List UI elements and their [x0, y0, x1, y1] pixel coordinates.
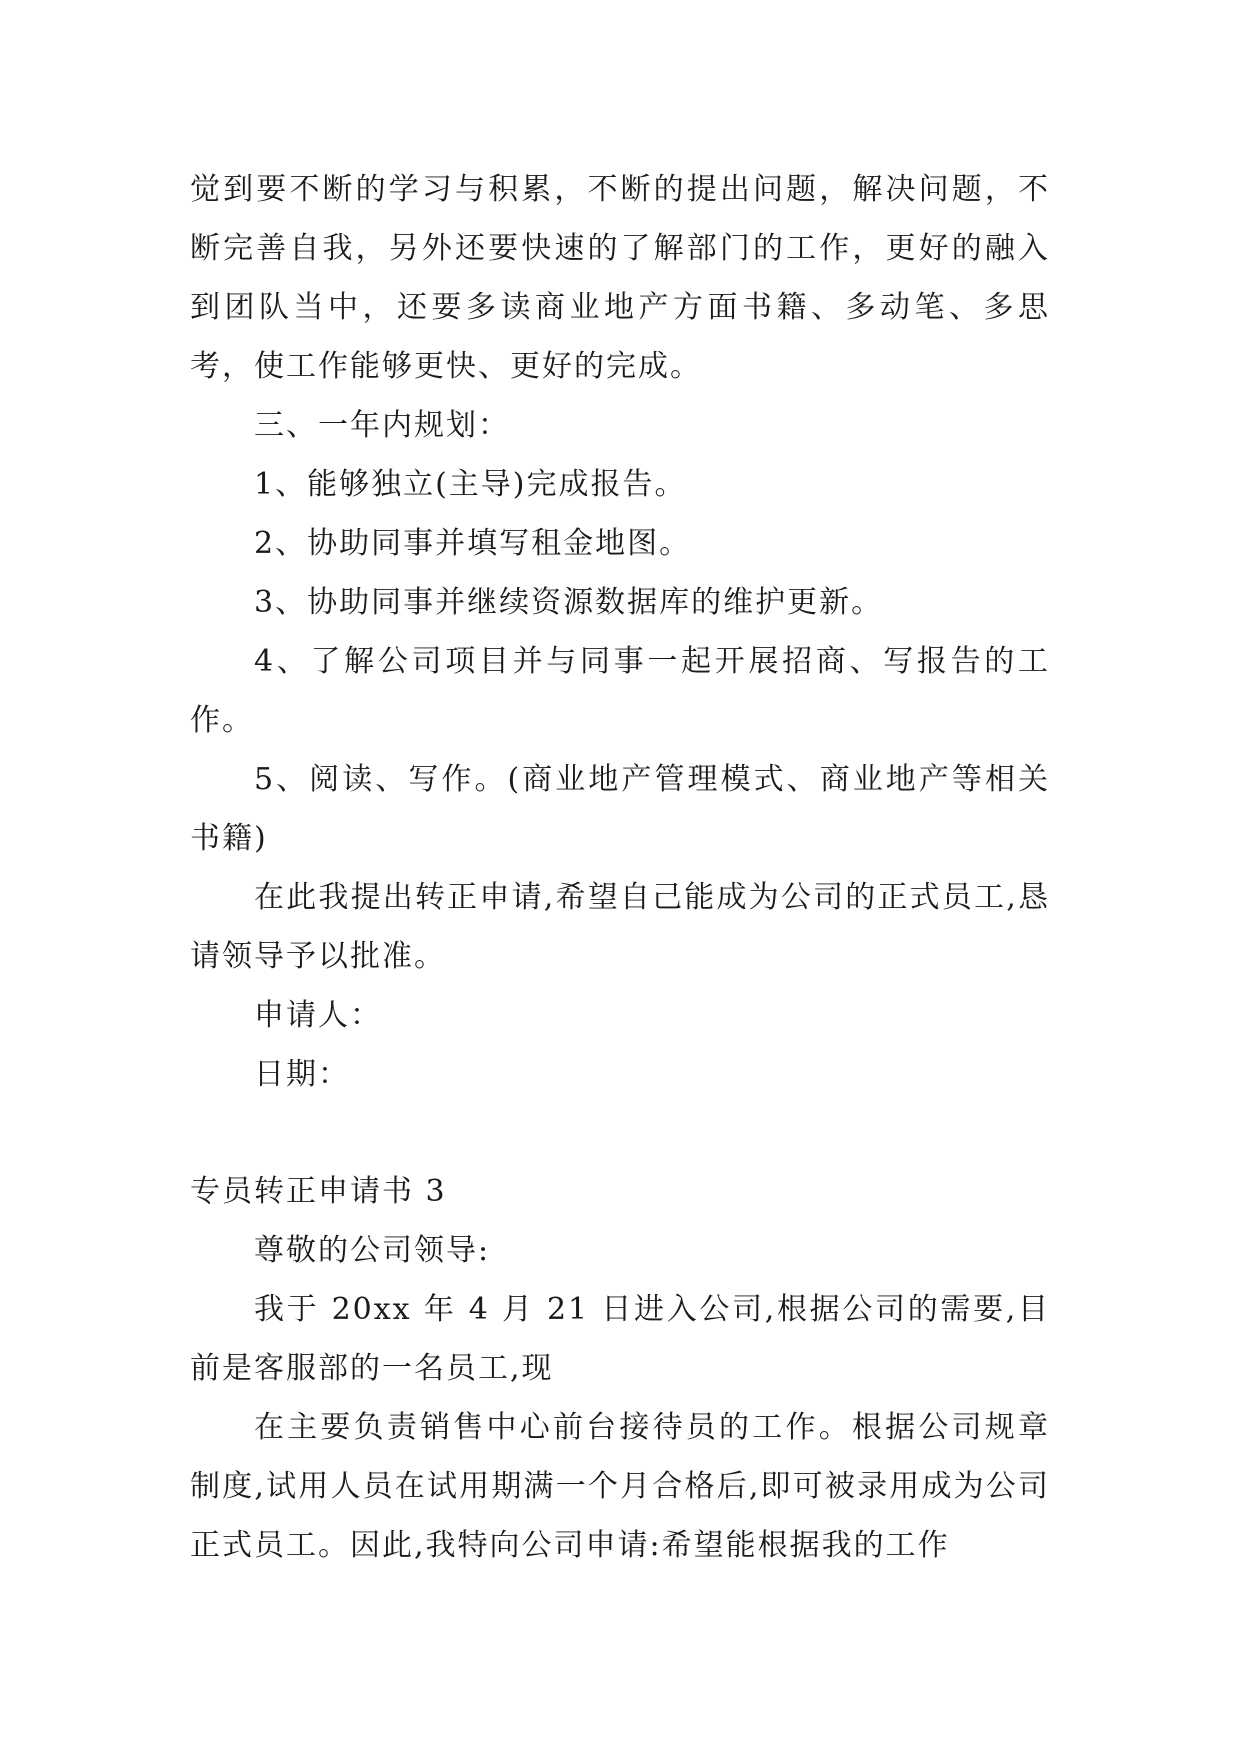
- plan-heading: 三、一年内规划：: [254, 408, 510, 443]
- date-line: 日期：: [254, 1057, 350, 1092]
- request-paragraph: 在此我提出转正申请,希望自己能成为公司的正式员工,恳请领导予以批准。: [190, 880, 1050, 974]
- applicant-line: 申请人：: [254, 998, 382, 1033]
- duty-paragraph: 在主要负责销售中心前台接待员的工作。根据公司规章制度,试用人员在试用期满一个月合格后,即可被录用成为公司正式员工。因此,我特向公司申请:希望能根据我的工作: [190, 1410, 1050, 1563]
- plan-item-5: 5、阅读、写作。(商业地产管理模式、商业地产等相关书籍): [190, 762, 1050, 856]
- plan-item-2: 2、协助同事并填写租金地图。: [254, 526, 692, 561]
- plan-item-1: 1、能够独立(主导)完成报告。: [254, 467, 687, 502]
- section-spacer: [190, 1104, 1050, 1162]
- salutation: 尊敬的公司领导:: [254, 1233, 491, 1268]
- section-title: 专员转正申请书 3: [190, 1174, 447, 1209]
- paragraph-continuation: 觉到要不断的学习与积累，不断的提出问题，解决问题，不断完善自我，另外还要快速的了解部门的工作，更好的融入到团队当中，还要多读商业地产方面书籍、多动笔、多思考，使工作能够更快、更好的完成。: [190, 172, 1050, 384]
- plan-item-3: 3、协助同事并继续资源数据库的维护更新。: [254, 585, 884, 620]
- intro-paragraph: 我于 20xx 年 4 月 21 日进入公司,根据公司的需要,目前是客服部的一名员工,现: [190, 1292, 1050, 1386]
- plan-item-4: 4、了解公司项目并与同事一起开展招商、写报告的工作。: [190, 644, 1050, 738]
- document-body: [190, 160, 1050, 1575]
